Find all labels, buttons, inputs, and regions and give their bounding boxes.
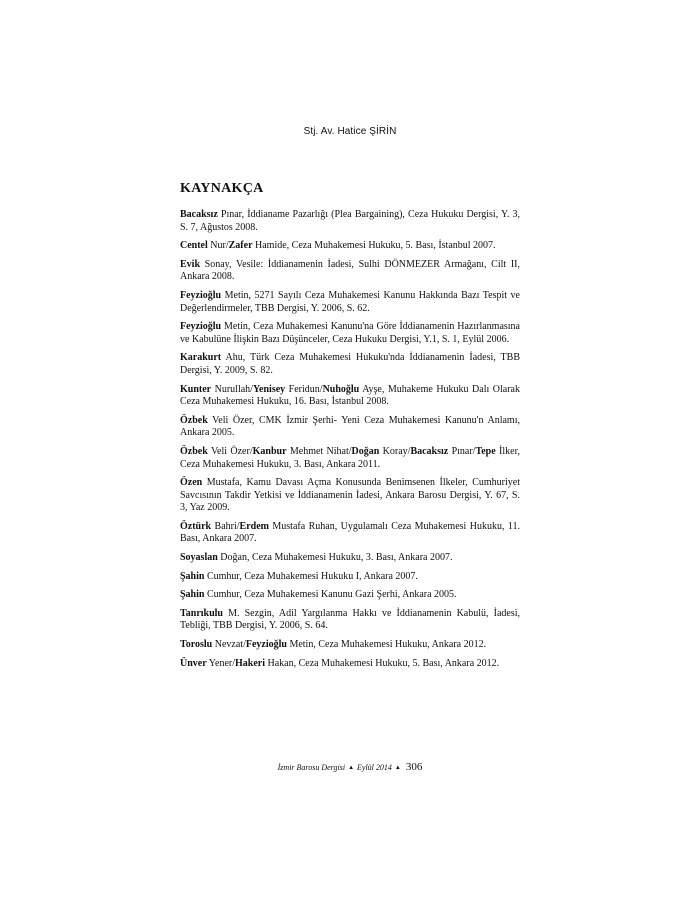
reference-author-name: Ahu, xyxy=(221,352,251,364)
reference-entry xyxy=(180,608,520,633)
reference-entry xyxy=(180,321,520,346)
reference-entry xyxy=(180,290,520,315)
reference-author-surname: Kanbur xyxy=(252,445,287,457)
footer-separator-icon: ▲ xyxy=(348,765,355,771)
reference-entry xyxy=(180,477,520,515)
reference-author-name: Pınar/ xyxy=(448,445,476,457)
reference-entry xyxy=(180,658,520,671)
reference-author-name: Nevzat/ xyxy=(212,639,246,651)
footer-separator-icon: ▲ xyxy=(394,765,401,771)
footer-journal-name: İzmir Barosu Dergisi xyxy=(277,763,346,772)
reference-entry xyxy=(180,352,520,377)
reference-entry xyxy=(180,521,520,546)
reference-author-name: Metin, xyxy=(221,321,254,333)
reference-entry xyxy=(180,384,520,409)
reference-details: Ceza Muhakemesi Hukuku I, Ankara 2007. xyxy=(244,570,418,582)
reference-author-name: Cumhur, xyxy=(204,570,245,582)
reference-author-surname: Centel xyxy=(180,240,208,252)
reference-author-name: Ayşe, xyxy=(359,383,388,395)
reference-author-name: Yener/ xyxy=(206,657,236,669)
reference-author-surname: Kunter xyxy=(180,383,212,395)
reference-entry xyxy=(180,240,520,253)
reference-author-surname: Özbek xyxy=(180,445,208,457)
reference-author-surname: Özbek xyxy=(180,414,208,426)
reference-author-surname: Şahin xyxy=(180,589,205,601)
running-header-author: Stj. Av. Hatice ŞİRİN xyxy=(303,126,397,137)
reference-author-name: Nurullah/ xyxy=(211,383,253,395)
reference-author-name: Metin, xyxy=(221,289,255,301)
reference-details: Ceza Muhakemesi Hukuku, 3. Bası, Ankara 2007. xyxy=(251,552,453,564)
page-number: 306 xyxy=(405,761,423,773)
reference-author-name: Veli Özer/ xyxy=(207,445,253,457)
reference-details: Muhakeme Hukuku Dalı Olarak Ceza Muhakemesi Hukuku, 16. Bası, İstanbul 2008. xyxy=(180,383,520,408)
reference-author-surname: Bacaksız xyxy=(180,209,218,220)
reference-details: 5271 Sayılı Ceza Muhakemesi Kanunu Hakkında Bazı Tespit ve Değerlendirmeler, TBB Dergisi, Y. 2006, S. 62. xyxy=(180,289,520,314)
reference-author-name: Mehmet Nihat/ xyxy=(286,445,352,457)
reference-author-surname: Karakurt xyxy=(180,352,222,364)
reference-author-surname: Feyzioğlu xyxy=(180,289,222,301)
reference-details: Ceza Muhakemesi Hukuku, Ankara 2012. xyxy=(318,639,487,651)
reference-details: Ceza Muhakemesi Hukuku, 5. Bası, İstanbul 2007. xyxy=(291,240,496,252)
reference-details: Uygulamalı Ceza Muhakemesi Hukuku, 11. Bası, Ankara 2007. xyxy=(180,520,520,545)
reference-author-surname: Doğan xyxy=(351,445,380,457)
reference-author-name: Mustafa, xyxy=(202,477,247,489)
reference-details: Ceza Muhakemesi Kanunu'na Göre İddianamenin Hazırlanmasına ve Kabulüne İlişkin Bazı Düşünceler, Ceza Hukuku Dergisi, Y.1, S. 1, Eylül 2006. xyxy=(180,321,520,345)
reference-author-name: Mustafa Ruhan, xyxy=(268,520,341,532)
reference-author-surname: Yenisey xyxy=(252,383,286,395)
reference-author-surname: Ünver xyxy=(180,657,207,669)
reference-author-name: Nur/ xyxy=(207,240,229,252)
reference-details: Ceza Muhakemesi Kanunu Gazi Şerhi, Ankara 2005. xyxy=(244,589,457,601)
reference-author-surname: Soyaslan xyxy=(180,552,218,564)
page-title: KAYNAKÇA xyxy=(180,181,264,196)
reference-author-surname: Tepe xyxy=(475,445,496,457)
reference-details: Adil Yargılanma Hakkı ve İddianamenin Kabulü, İadesi, Tebliği, TBB Dergisi, Y. 2006, S. 64. xyxy=(180,607,520,632)
reference-entry xyxy=(180,446,520,471)
reference-entry xyxy=(180,552,520,565)
reference-details: Vesile: İddianamenin İadesi, Sulhi DÖNMEZER Armağanı, Cilt II, Ankara 2008. xyxy=(180,258,521,283)
reference-author-name: Veli Özer, xyxy=(207,414,259,426)
reference-entry xyxy=(180,259,520,284)
reference-author-surname: Feyzioğlu xyxy=(180,321,222,333)
reference-details: Türk Ceza Muhakemesi Hukuku'nda İddianamenin İadesi, TBB Dergisi, Y. 2009, S. 82. xyxy=(180,352,520,376)
reference-entry xyxy=(180,415,520,440)
reference-author-name: Hamide, xyxy=(252,240,292,252)
reference-author-surname: Bacaksız xyxy=(410,445,449,457)
reference-author-name: Cumhur, xyxy=(204,589,245,601)
reference-author-surname: Nuhoğlu xyxy=(322,383,360,395)
bibliography-list xyxy=(180,209,520,676)
reference-author-surname: Toroslu xyxy=(180,639,213,651)
reference-author-name: Doğan, xyxy=(217,552,252,564)
reference-details: Ceza Muhakemesi Hukuku, 5. Bası, Ankara 2012. xyxy=(298,657,500,669)
reference-author-surname: Şahin xyxy=(180,570,205,582)
page-footer xyxy=(0,761,700,773)
reference-author-surname: Hakeri xyxy=(235,657,266,669)
footer-issue: Eylül 2014 xyxy=(357,763,392,772)
reference-author-surname: Erdem xyxy=(239,520,269,532)
reference-author-name: Feridun/ xyxy=(285,383,323,395)
reference-details: Kamu Davası Açma Konusunda Benimsenen İlkeler, Cumhuriyet Savcısının Takdir Yetkisi ve İddianamenin İadesi, Ankara Barosu Dergisi, Y. 67, S. 3, Yaz 2009. xyxy=(180,477,520,514)
reference-author-surname: Feyzioğlu xyxy=(245,639,287,651)
reference-author-name: Koray/ xyxy=(379,445,411,457)
reference-entry xyxy=(180,639,520,652)
reference-details: İddianame Pazarlığı (Plea Bargaining), Ceza Hukuku Dergisi, Y. 3, S. 7, Ağustos 2008. xyxy=(180,209,520,233)
reference-details: Ceza Muhakemesi Hukuku, 3. Bası, Ankara 2011. xyxy=(180,458,381,470)
reference-author-name: Bahri/ xyxy=(211,520,240,532)
reference-author-name: Pınar, xyxy=(217,209,248,220)
reference-author-surname: Evik xyxy=(180,258,201,270)
reference-author-surname: Tanrıkulu xyxy=(180,607,223,619)
reference-details: CMK İzmir Şerhi- Yeni Ceza Muhakemesi Kanunu'n Anlamı, Ankara 2005. xyxy=(180,414,520,439)
reference-author-surname: Zafer xyxy=(228,240,253,252)
reference-author-name: İlker, xyxy=(495,445,520,457)
reference-author-name: M. Sezgin, xyxy=(223,607,279,619)
reference-author-name: Metin, xyxy=(286,639,319,651)
reference-entry xyxy=(180,571,520,584)
reference-author-name: Hakan, xyxy=(265,657,299,669)
reference-entry xyxy=(180,209,520,234)
reference-author-surname: Öztürk xyxy=(180,520,212,532)
reference-entry xyxy=(180,589,520,602)
reference-author-name: Sonay, xyxy=(200,258,237,270)
reference-author-surname: Özen xyxy=(180,477,203,489)
